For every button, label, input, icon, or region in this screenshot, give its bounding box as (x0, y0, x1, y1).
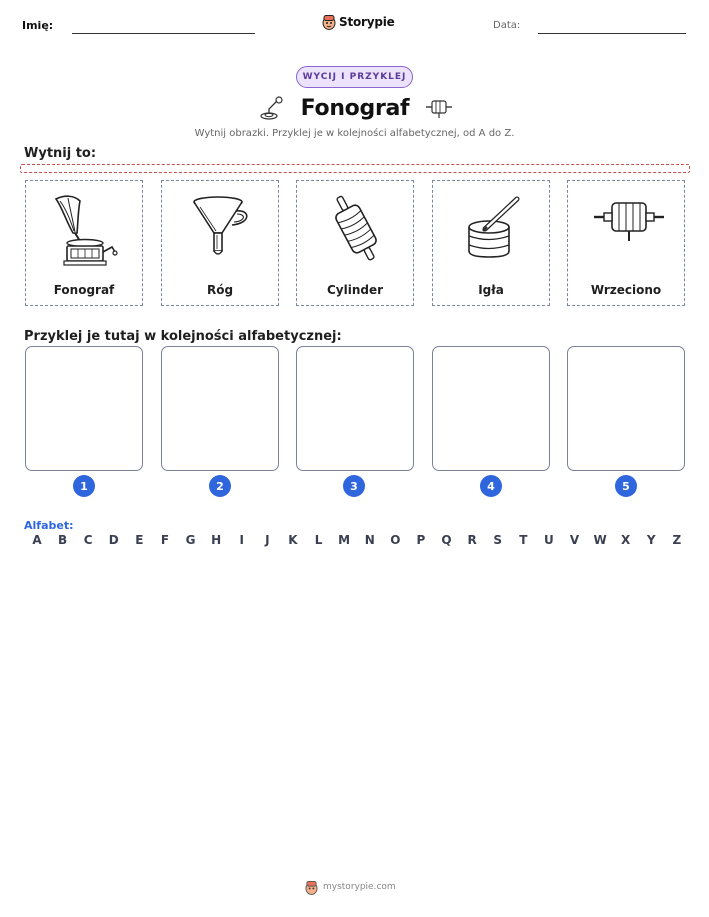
alphabet-letter: I (239, 533, 244, 547)
storypie-mascot-icon (305, 880, 318, 895)
alphabet-letter: G (185, 533, 196, 547)
card-label: Róg (206, 283, 234, 297)
page-title: Fonograf (300, 95, 410, 121)
alphabet-letter: J (265, 533, 270, 547)
card-label: Fonograf (53, 283, 115, 297)
gramophone-icon (40, 189, 130, 269)
alphabet-letter: R (467, 533, 477, 547)
cut-heading: Wytnij to: (24, 146, 97, 161)
horn-funnel-icon (176, 189, 266, 269)
instructions: Wytnij obrazki. Przyklej je w kolejności alfabetycznej, od A do Z. (194, 128, 515, 139)
title-row (256, 92, 456, 124)
cut-card[interactable] (296, 180, 414, 306)
alphabet-letter: S (493, 533, 503, 547)
alphabet-letter: Q (441, 533, 452, 547)
footer (305, 878, 396, 896)
cut-line (20, 164, 690, 173)
name-line[interactable] (72, 33, 255, 34)
brand-logo (322, 13, 395, 31)
paste-slot[interactable] (296, 346, 414, 471)
alphabet-letter: F (160, 533, 170, 547)
spindle-icon (582, 189, 672, 269)
alphabet-letter: M (338, 533, 351, 547)
phonograph-small-icon (259, 95, 285, 121)
alphabet-letter: H (211, 533, 222, 547)
slot-number: 1 (73, 475, 95, 497)
alphabet-letter: E (135, 533, 144, 547)
name-label: Imię: (22, 19, 54, 32)
alphabet-letter: U (544, 533, 554, 547)
storypie-mascot-icon (322, 14, 336, 30)
cut-card[interactable] (25, 180, 143, 306)
cut-card[interactable] (432, 180, 550, 306)
paste-heading: Przyklej je tutaj w kolejności alfabetycznej: (24, 329, 342, 344)
slot-number: 3 (343, 475, 365, 497)
card-label: Cylinder (326, 283, 384, 297)
alphabet-row (27, 533, 687, 547)
paste-slot[interactable] (161, 346, 279, 471)
activity-badge: WYCIJ I PRZYKLEJ (296, 66, 413, 88)
paste-slot[interactable] (25, 346, 143, 471)
alphabet-letter: A (32, 533, 42, 547)
alphabet-letter: Z (672, 533, 682, 547)
brand-name: Storypie (339, 15, 395, 29)
alphabet-label: Alfabet: (24, 519, 74, 532)
cut-card[interactable] (567, 180, 685, 306)
date-label: Data: (493, 20, 521, 31)
slot-number: 4 (480, 475, 502, 497)
cylinder-roll-icon (311, 189, 401, 269)
alphabet-letter: B (58, 533, 68, 547)
footer-url[interactable]: mystorypie.com (323, 882, 396, 892)
needle-icon (447, 189, 537, 269)
alphabet-letter: D (108, 533, 119, 547)
alphabet-letter: N (364, 533, 375, 547)
alphabet-letter: C (83, 533, 93, 547)
paste-slot[interactable] (567, 346, 685, 471)
slot-number: 5 (615, 475, 637, 497)
alphabet-letter: V (569, 533, 580, 547)
alphabet-letter: T (519, 533, 528, 547)
card-label: Wrzeciono (590, 283, 662, 297)
alphabet-letter: X (621, 533, 631, 547)
alphabet-letter: L (314, 533, 323, 547)
card-label: Igła (478, 283, 504, 297)
paste-slot[interactable] (432, 346, 550, 471)
slot-number: 2 (209, 475, 231, 497)
alphabet-letter: K (288, 533, 298, 547)
cut-card[interactable] (161, 180, 279, 306)
alphabet-letter: O (390, 533, 401, 547)
alphabet-letter: P (416, 533, 426, 547)
date-line[interactable] (538, 33, 686, 34)
alphabet-letter: Y (646, 533, 656, 547)
alphabet-letter: W (593, 533, 607, 547)
spindle-small-icon (425, 97, 453, 119)
